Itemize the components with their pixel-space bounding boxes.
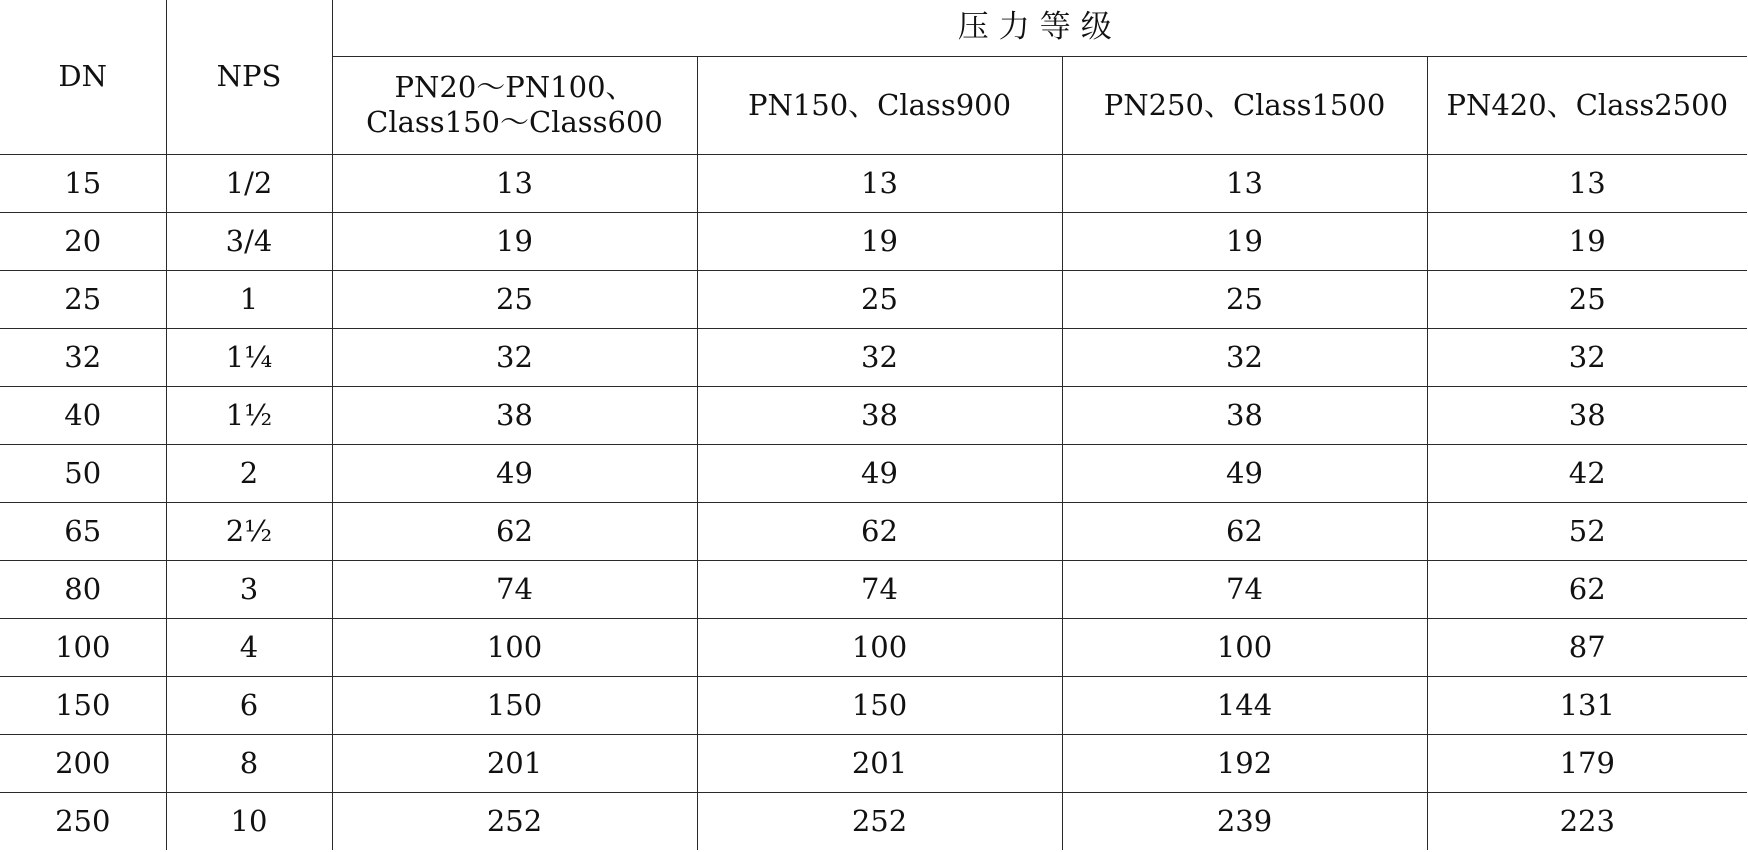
header-nps: NPS bbox=[166, 0, 332, 154]
nps-cell: 3/4 bbox=[166, 212, 332, 270]
class-pn20-pn100-cell: 201 bbox=[332, 734, 697, 792]
class-pn20-pn100-cell: 252 bbox=[332, 792, 697, 850]
dn-cell: 40 bbox=[0, 386, 166, 444]
class-pn20-pn100-cell: 150 bbox=[332, 676, 697, 734]
class-pn150-cell: 201 bbox=[697, 734, 1062, 792]
header-class-pn250: PN250、Class1500 bbox=[1062, 56, 1427, 154]
table-row bbox=[0, 676, 1747, 734]
nps-cell: 1¼ bbox=[166, 328, 332, 386]
class-pn420-cell: 25 bbox=[1427, 270, 1747, 328]
nps-cell: 10 bbox=[166, 792, 332, 850]
table-header bbox=[0, 0, 1747, 154]
dn-cell: 150 bbox=[0, 676, 166, 734]
table-row bbox=[0, 328, 1747, 386]
table-row bbox=[0, 154, 1747, 212]
class-pn150-cell: 74 bbox=[697, 560, 1062, 618]
header-class-pn420: PN420、Class2500 bbox=[1427, 56, 1747, 154]
class-pn20-pn100-cell: 19 bbox=[332, 212, 697, 270]
class-pn250-cell: 144 bbox=[1062, 676, 1427, 734]
class-pn250-cell: 62 bbox=[1062, 502, 1427, 560]
class-pn20-pn100-cell: 25 bbox=[332, 270, 697, 328]
class-pn250-cell: 32 bbox=[1062, 328, 1427, 386]
class-pn250-cell: 19 bbox=[1062, 212, 1427, 270]
nps-cell: 2 bbox=[166, 444, 332, 502]
class-pn150-cell: 100 bbox=[697, 618, 1062, 676]
dn-cell: 25 bbox=[0, 270, 166, 328]
class-pn150-cell: 25 bbox=[697, 270, 1062, 328]
table-row bbox=[0, 618, 1747, 676]
dn-cell: 250 bbox=[0, 792, 166, 850]
table-row bbox=[0, 792, 1747, 850]
class-pn420-cell: 223 bbox=[1427, 792, 1747, 850]
dn-cell: 50 bbox=[0, 444, 166, 502]
class-pn20-pn100-cell: 13 bbox=[332, 154, 697, 212]
nps-cell: 1 bbox=[166, 270, 332, 328]
dn-cell: 20 bbox=[0, 212, 166, 270]
table-row bbox=[0, 270, 1747, 328]
dn-cell: 65 bbox=[0, 502, 166, 560]
nps-cell: 1/2 bbox=[166, 154, 332, 212]
class-pn420-cell: 13 bbox=[1427, 154, 1747, 212]
class-pn20-pn100-cell: 74 bbox=[332, 560, 697, 618]
class-pn150-cell: 252 bbox=[697, 792, 1062, 850]
class-pn150-cell: 62 bbox=[697, 502, 1062, 560]
class-pn250-cell: 100 bbox=[1062, 618, 1427, 676]
class-pn250-cell: 239 bbox=[1062, 792, 1427, 850]
class-pn250-cell: 192 bbox=[1062, 734, 1427, 792]
nps-cell: 3 bbox=[166, 560, 332, 618]
class-pn420-cell: 87 bbox=[1427, 618, 1747, 676]
table-body bbox=[0, 154, 1747, 850]
class-pn250-cell: 13 bbox=[1062, 154, 1427, 212]
table-row bbox=[0, 560, 1747, 618]
nps-cell: 1½ bbox=[166, 386, 332, 444]
class-pn150-cell: 19 bbox=[697, 212, 1062, 270]
dn-cell: 15 bbox=[0, 154, 166, 212]
class-pn250-cell: 38 bbox=[1062, 386, 1427, 444]
nps-cell: 4 bbox=[166, 618, 332, 676]
class-pn420-cell: 52 bbox=[1427, 502, 1747, 560]
nps-cell: 2½ bbox=[166, 502, 332, 560]
class-pn420-cell: 131 bbox=[1427, 676, 1747, 734]
class-pn150-cell: 38 bbox=[697, 386, 1062, 444]
table-row bbox=[0, 386, 1747, 444]
class-pn420-cell: 62 bbox=[1427, 560, 1747, 618]
class-pn150-cell: 150 bbox=[697, 676, 1062, 734]
class-pn150-cell: 32 bbox=[697, 328, 1062, 386]
class-pn20-pn100-cell: 100 bbox=[332, 618, 697, 676]
dn-cell: 80 bbox=[0, 560, 166, 618]
dn-cell: 32 bbox=[0, 328, 166, 386]
header-pressure-class-group: 压力等级 bbox=[332, 0, 1747, 56]
table-row bbox=[0, 734, 1747, 792]
header-dn: DN bbox=[0, 0, 166, 154]
nps-cell: 6 bbox=[166, 676, 332, 734]
dn-cell: 100 bbox=[0, 618, 166, 676]
class-pn420-cell: 38 bbox=[1427, 386, 1747, 444]
class-pn150-cell: 13 bbox=[697, 154, 1062, 212]
class-pn250-cell: 49 bbox=[1062, 444, 1427, 502]
class-pn150-cell: 49 bbox=[697, 444, 1062, 502]
table-row bbox=[0, 444, 1747, 502]
class-pn250-cell: 25 bbox=[1062, 270, 1427, 328]
table-row bbox=[0, 502, 1747, 560]
class-pn420-cell: 19 bbox=[1427, 212, 1747, 270]
class-pn250-cell: 74 bbox=[1062, 560, 1427, 618]
class-pn20-pn100-cell: 62 bbox=[332, 502, 697, 560]
class-pn420-cell: 32 bbox=[1427, 328, 1747, 386]
class-pn20-pn100-cell: 49 bbox=[332, 444, 697, 502]
class-pn420-cell: 179 bbox=[1427, 734, 1747, 792]
table-row bbox=[0, 212, 1747, 270]
header-class-pn150: PN150、Class900 bbox=[697, 56, 1062, 154]
class-pn20-pn100-cell: 38 bbox=[332, 386, 697, 444]
class-pn420-cell: 42 bbox=[1427, 444, 1747, 502]
nps-cell: 8 bbox=[166, 734, 332, 792]
dn-cell: 200 bbox=[0, 734, 166, 792]
class-pn20-pn100-cell: 32 bbox=[332, 328, 697, 386]
header-class-pn20-pn100: PN20～PN100、 Class150～Class600 bbox=[332, 56, 697, 154]
